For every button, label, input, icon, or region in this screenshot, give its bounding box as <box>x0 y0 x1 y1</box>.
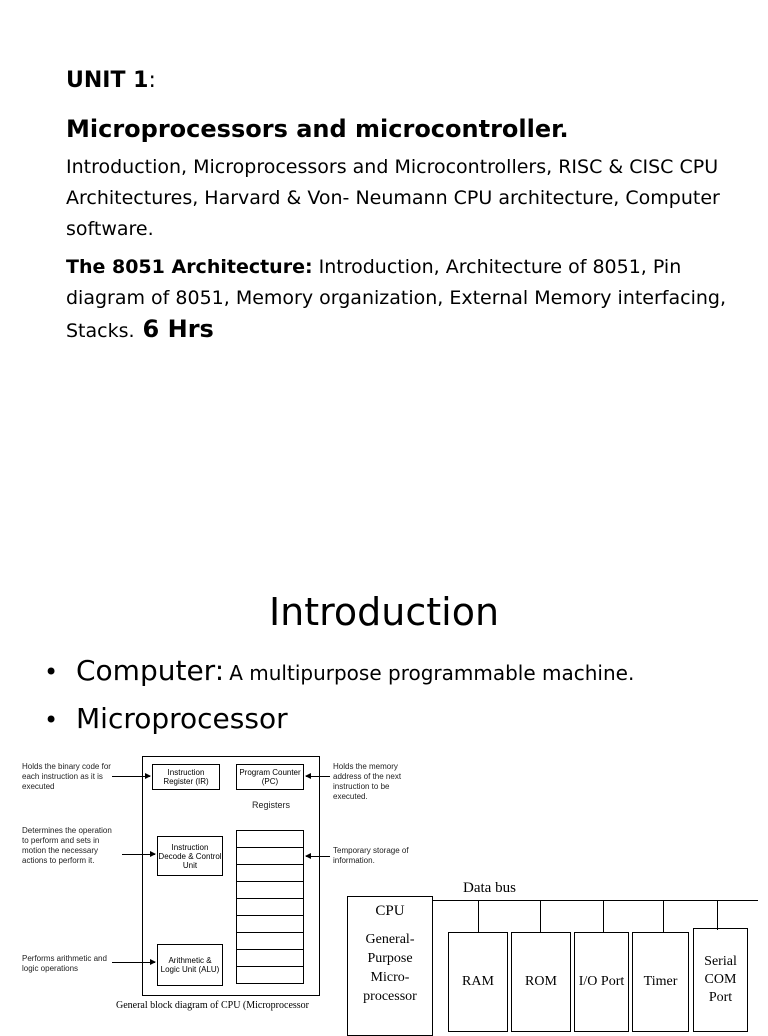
register-cell <box>236 881 304 899</box>
register-cell <box>236 847 304 865</box>
ram-box: RAM <box>448 932 508 1032</box>
bullet-dot: • <box>44 706 59 734</box>
bus-drop <box>478 900 479 932</box>
bullet-dot: • <box>44 658 59 686</box>
arrow-regs <box>306 856 330 857</box>
arrow-decode <box>122 854 155 855</box>
note-alu: Performs arithmetic and logic operations <box>22 954 107 973</box>
arrow-alu <box>112 962 155 963</box>
cpu-diagram-caption: General block diagram of CPU (Microprocessor <box>116 1000 309 1011</box>
slide-title: Microprocessors and microcontroller. <box>66 115 569 143</box>
register-cell <box>236 966 304 984</box>
data-bus-label: Data bus <box>463 880 516 896</box>
bus-drop <box>663 900 664 932</box>
arch-text: Introduction, Architecture of 8051, Pin diagram of 8051, Memory organization, External Memory interfacing, Stacks. <box>66 256 727 342</box>
microcontroller-diagram <box>345 876 768 1024</box>
timer-box: Timer <box>632 932 689 1032</box>
register-cell <box>236 949 304 967</box>
cpu-label: CPU <box>375 903 405 919</box>
note-decode: Determines the operation to perform and sets in motion the necessary actions to perform it. <box>22 826 112 865</box>
arrow-pc <box>306 776 330 777</box>
slide-introduction <box>0 560 768 1024</box>
arch-heading: The 8051 Architecture: <box>66 256 313 278</box>
bus-drop <box>540 900 541 932</box>
bullet-term: Computer: <box>76 654 225 687</box>
io-port-box: I/O Port <box>574 932 629 1032</box>
cpu-box <box>347 896 433 1036</box>
bus-drop <box>603 900 604 932</box>
note-pc: Holds the memory address of the next instruction to be executed. <box>333 762 402 801</box>
note-ir: Holds the binary code for each instruction as it is executed <box>22 762 111 791</box>
cpu-subtitle: General-Purpose Micro-processor <box>363 932 417 1004</box>
unit-colon: : <box>148 68 156 93</box>
decode-box: Instruction Decode & Control Unit <box>157 836 223 876</box>
bus-drop <box>717 900 718 930</box>
bullet-computer <box>44 654 634 687</box>
pc-box: Program Counter (PC) <box>236 764 304 790</box>
alu-box: Arithmetic & Logic Unit (ALU) <box>157 944 223 986</box>
intro-paragraph: Introduction, Microprocessors and Microcontrollers, RISC & CISC CPU Architectures, Harvard & Von- Neumann CPU architecture, Computer software. <box>66 156 720 240</box>
bullet-microprocessor <box>44 702 288 735</box>
register-cell <box>236 915 304 933</box>
hours-label: 6 Hrs <box>142 315 214 343</box>
unit-label: UNIT 1 <box>66 68 149 93</box>
note-regs: Temporary storage of information. <box>333 846 409 865</box>
registers-label: Registers <box>252 800 291 810</box>
ir-box: Instruction Register (IR) <box>152 764 220 790</box>
arch-paragraph <box>66 252 726 347</box>
bullet-definition: A multipurpose programmable machine. <box>229 661 635 685</box>
register-cell <box>236 864 304 882</box>
data-bus-line <box>433 900 758 901</box>
unit-heading <box>66 68 156 93</box>
register-cell <box>236 830 304 848</box>
serial-com-box: Serial COM Port <box>693 928 748 1032</box>
register-cell <box>236 898 304 916</box>
register-cell <box>236 932 304 950</box>
bullet-term: Microprocessor <box>76 702 288 735</box>
rom-box: ROM <box>511 932 571 1032</box>
arrow-ir <box>112 776 150 777</box>
slide-title: Introduction <box>268 590 500 634</box>
